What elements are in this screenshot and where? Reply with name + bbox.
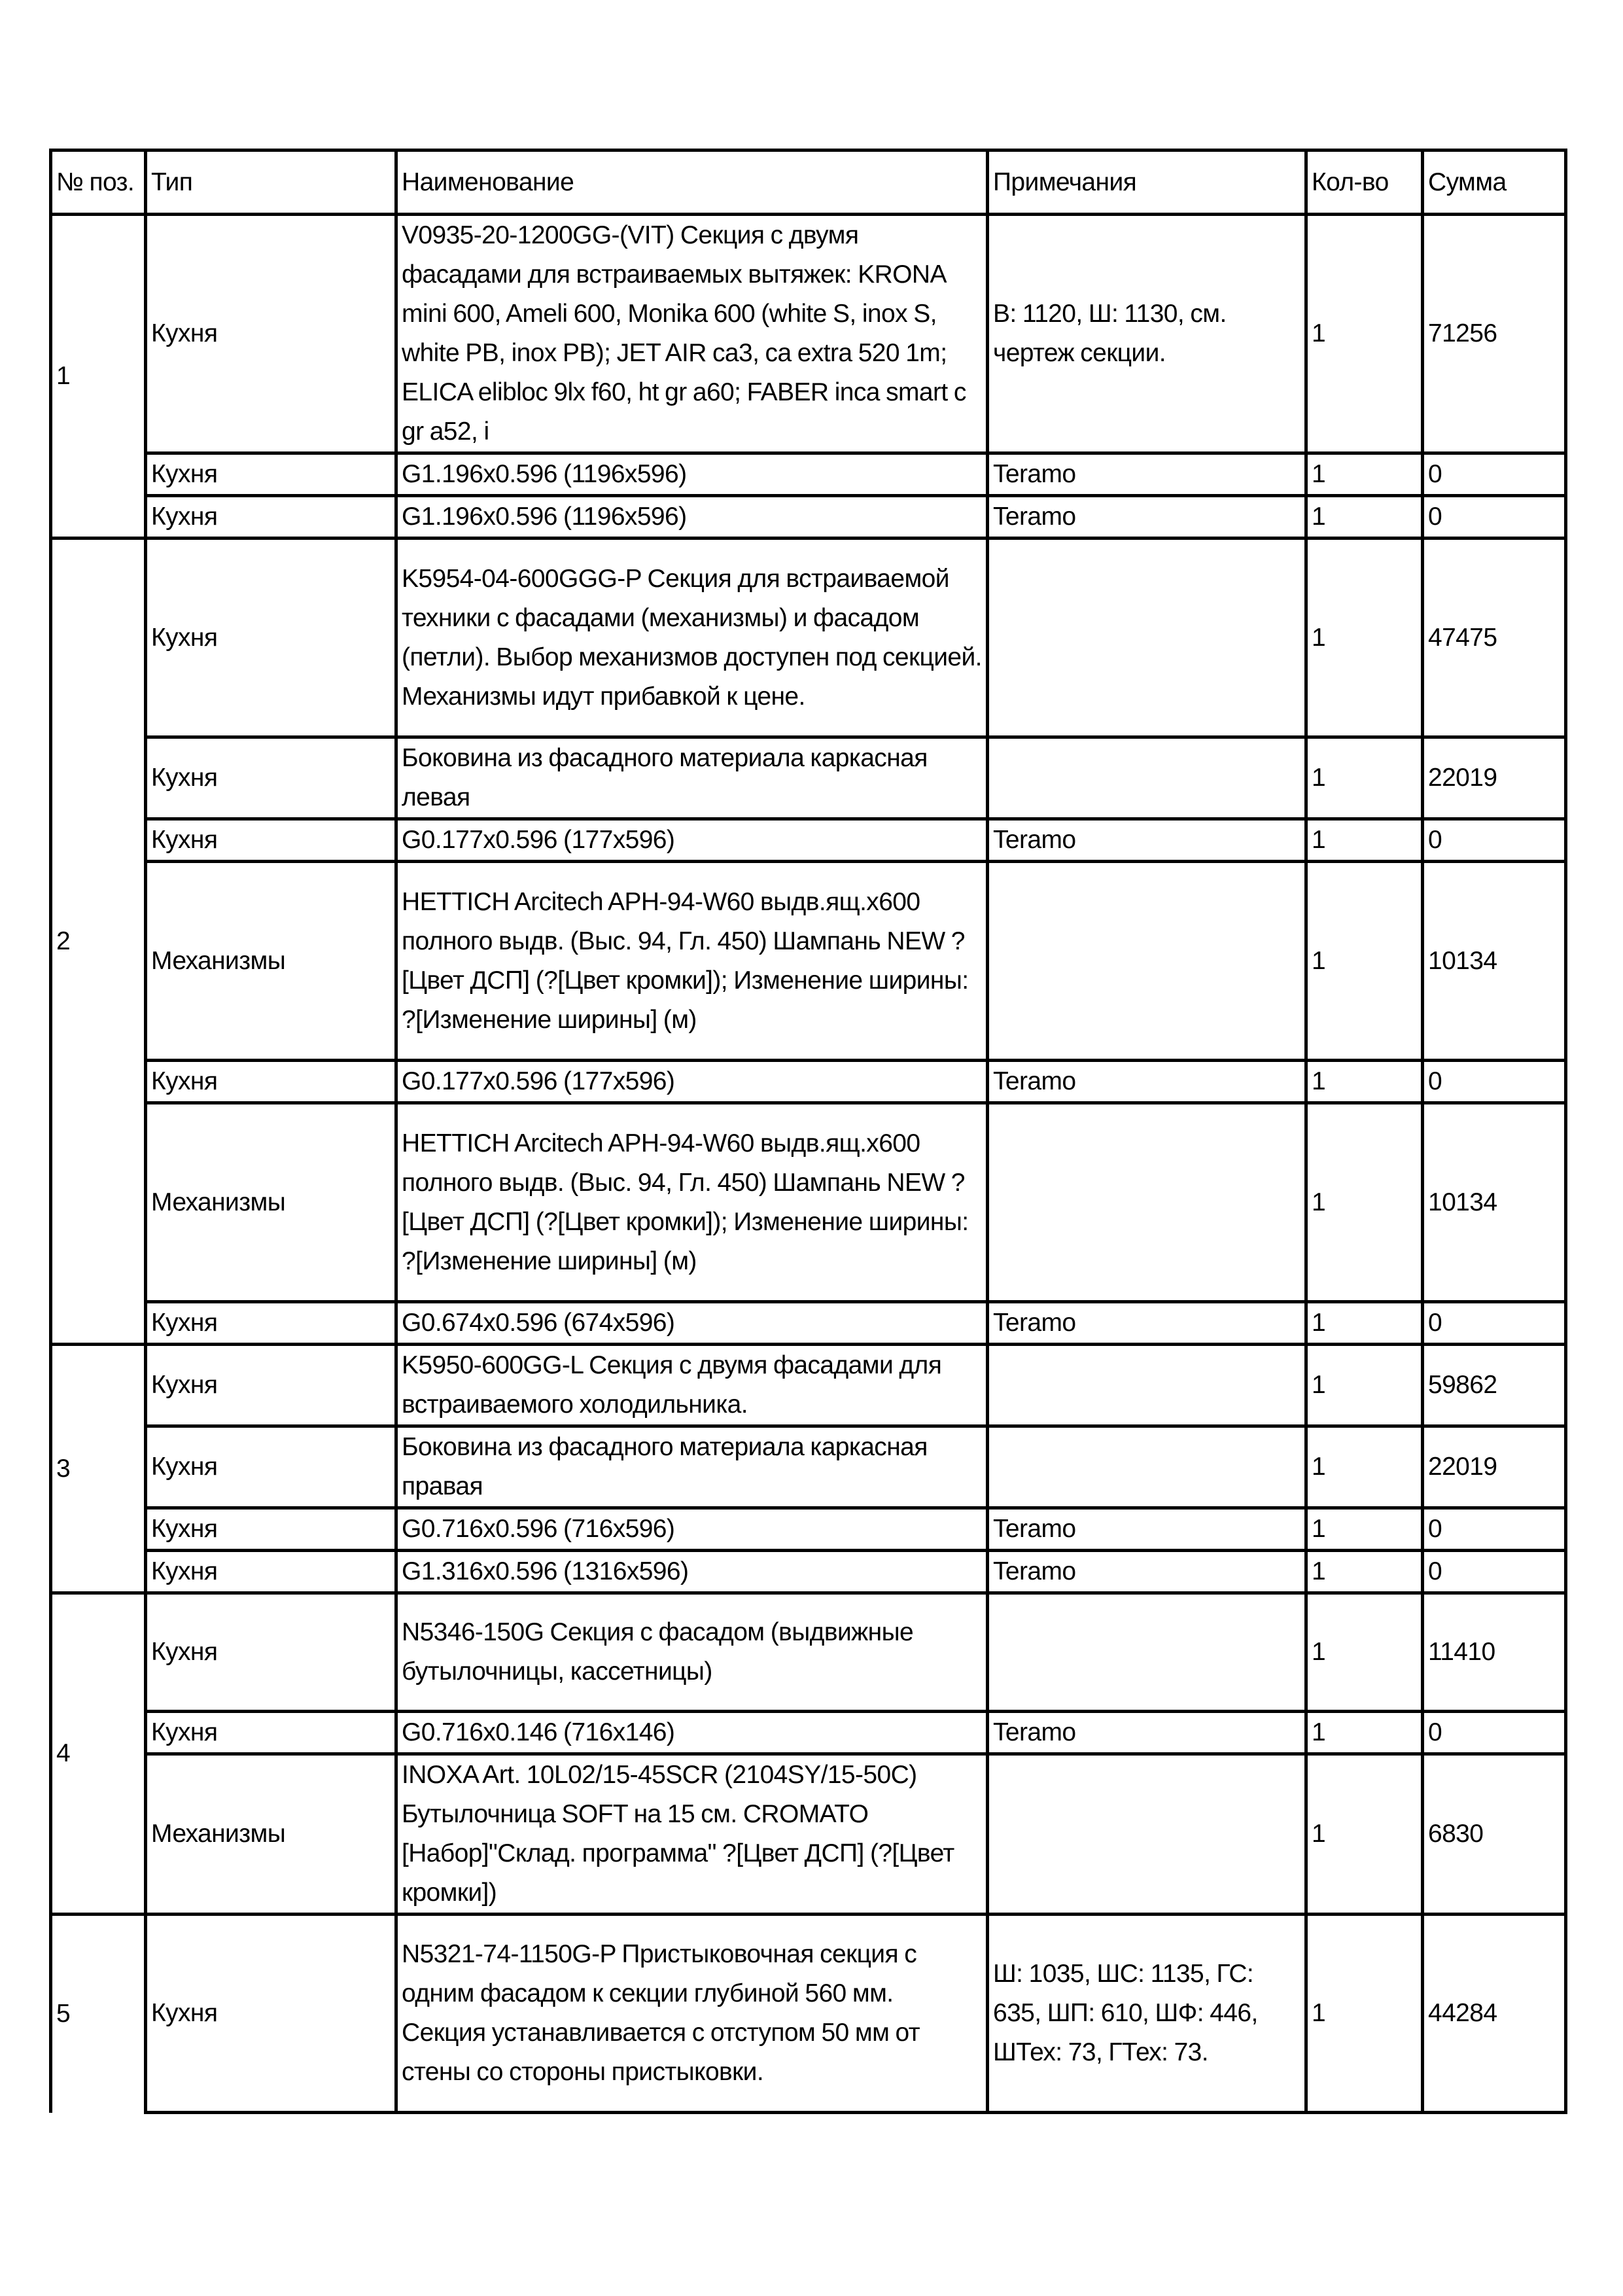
cell-sum: 11410 (1423, 1593, 1566, 1712)
cell-sum: 0 (1423, 1061, 1566, 1103)
cell-notes (988, 1593, 1306, 1712)
cell-qty: 1 (1306, 539, 1423, 737)
cell-sum: 10134 (1423, 862, 1566, 1061)
cell-type: Кухня (146, 737, 396, 819)
cell-type: Кухня (146, 215, 396, 453)
position-number: 3 (51, 1345, 146, 1593)
cell-qty: 1 (1306, 1915, 1423, 2113)
cell-sum: 22019 (1423, 737, 1566, 819)
table-row (51, 1345, 1566, 1426)
cell-type: Кухня (146, 1426, 396, 1508)
cell-qty: 1 (1306, 1593, 1423, 1712)
cell-name: G0.716x0.596 (716x596) (396, 1508, 988, 1551)
specification-table (49, 149, 1567, 2114)
cell-name: V0935-20-1200GG-(VIT) Секция с двумя фасадами для встраиваемых вытяжек: KRONA mini 600, Ameli 600, Monika 600 (white S, inox S, white PB, inox PB); JET AIR ca3, ca extra 520 1m; ELICA elibloc 9lx f60, ht gr a60; FABER inca smart c gr a52, i (396, 215, 988, 453)
cell-type: Кухня (146, 1061, 396, 1103)
cell-sum: 0 (1423, 453, 1566, 496)
cell-name: N5346-150G Секция с фасадом (выдвижные бутылочницы, кассетницы) (396, 1593, 988, 1712)
cell-type: Кухня (146, 1302, 396, 1345)
cell-sum: 47475 (1423, 539, 1566, 737)
cell-type: Кухня (146, 819, 396, 862)
table-row (51, 1061, 1566, 1103)
table-row (51, 862, 1566, 1061)
header-qty: Кол-во (1306, 150, 1423, 215)
cell-notes: Teramo (988, 1302, 1306, 1345)
cell-name: HETTICH Arcitech APH-94-W60 выдв.ящ.x600 полного выдв. (Выс. 94, Гл. 450) Шампань NEW ?[Цвет ДСП] (?[Цвет кромки]); Изменение ширины: ?[Изменение ширины] (м) (396, 862, 988, 1061)
table-row (51, 539, 1566, 737)
cell-name: Боковина из фасадного материала каркасная правая (396, 1426, 988, 1508)
cell-name: Боковина из фасадного материала каркасная левая (396, 737, 988, 819)
cell-notes: Ш: 1035, ШС: 1135, ГС: 635, ШП: 610, ШФ: 446, ШТех: 73, ГТех: 73. (988, 1915, 1306, 2113)
cell-sum: 0 (1423, 496, 1566, 539)
cell-sum: 71256 (1423, 215, 1566, 453)
cell-name: G0.674x0.596 (674x596) (396, 1302, 988, 1345)
cell-type: Кухня (146, 1712, 396, 1754)
cell-notes: Teramo (988, 1061, 1306, 1103)
cell-name: K5954-04-600GGG-P Секция для встраиваемой техники с фасадами (механизмы) и фасадом (петли). Выбор механизмов доступен под секцией. Механизмы идут прибавкой к цене. (396, 539, 988, 737)
cell-name: G0.177x0.596 (177x596) (396, 1061, 988, 1103)
cell-type: Механизмы (146, 862, 396, 1061)
cell-sum: 0 (1423, 1712, 1566, 1754)
cell-notes: Teramo (988, 819, 1306, 862)
table-row (51, 1426, 1566, 1508)
cell-notes: В: 1120, Ш: 1130, см. чертеж секции. (988, 215, 1306, 453)
cell-notes (988, 1103, 1306, 1302)
table-row (51, 1508, 1566, 1551)
table-row (51, 1754, 1566, 1915)
cell-notes: Teramo (988, 496, 1306, 539)
cell-notes (988, 1426, 1306, 1508)
cell-notes (988, 1345, 1306, 1426)
cell-type: Кухня (146, 1915, 396, 2113)
cell-name: G1.196x0.596 (1196x596) (396, 453, 988, 496)
header-sum: Сумма (1423, 150, 1566, 215)
cell-notes: Teramo (988, 1712, 1306, 1754)
cell-qty: 1 (1306, 1712, 1423, 1754)
cell-type: Кухня (146, 1508, 396, 1551)
cell-sum: 0 (1423, 1508, 1566, 1551)
table-row (51, 1302, 1566, 1345)
cell-qty: 1 (1306, 1061, 1423, 1103)
position-number: 5 (51, 1915, 146, 2113)
table-row (51, 1551, 1566, 1593)
header-notes: Примечания (988, 150, 1306, 215)
cell-qty: 1 (1306, 819, 1423, 862)
cell-sum: 6830 (1423, 1754, 1566, 1915)
cell-notes (988, 539, 1306, 737)
cell-qty: 1 (1306, 453, 1423, 496)
cell-name: INOXA Art. 10L02/15-45SCR (2104SY/15-50C) Бутылочница SOFT на 15 см. CROMATO [Набор]"Склад. программа" ?[Цвет ДСП] (?[Цвет кромки]) (396, 1754, 988, 1915)
table-row (51, 819, 1566, 862)
table-row (51, 1915, 1566, 2113)
cell-qty: 1 (1306, 496, 1423, 539)
cell-qty: 1 (1306, 1551, 1423, 1593)
cell-qty: 1 (1306, 1345, 1423, 1426)
cell-qty: 1 (1306, 1426, 1423, 1508)
position-number: 2 (51, 539, 146, 1345)
cell-sum: 10134 (1423, 1103, 1566, 1302)
cell-notes (988, 1754, 1306, 1915)
cell-name: G1.316x0.596 (1316x596) (396, 1551, 988, 1593)
table-row (51, 453, 1566, 496)
table-row (51, 1593, 1566, 1712)
cell-sum: 44284 (1423, 1915, 1566, 2113)
cell-name: G0.177x0.596 (177x596) (396, 819, 988, 862)
cell-qty: 1 (1306, 215, 1423, 453)
cell-sum: 0 (1423, 1551, 1566, 1593)
cell-name: G0.716x0.146 (716x146) (396, 1712, 988, 1754)
header-type: Тип (146, 150, 396, 215)
cell-notes (988, 737, 1306, 819)
header-pos: № поз. (51, 150, 146, 215)
cell-type: Механизмы (146, 1103, 396, 1302)
cell-qty: 1 (1306, 1103, 1423, 1302)
position-number: 1 (51, 215, 146, 539)
cell-qty: 1 (1306, 737, 1423, 819)
cell-sum: 0 (1423, 819, 1566, 862)
cell-type: Кухня (146, 1593, 396, 1712)
cell-qty: 1 (1306, 1508, 1423, 1551)
cell-notes: Teramo (988, 1508, 1306, 1551)
table-row (51, 496, 1566, 539)
cell-qty: 1 (1306, 1754, 1423, 1915)
table-header-row (51, 150, 1566, 215)
table-row (51, 215, 1566, 453)
cell-sum: 59862 (1423, 1345, 1566, 1426)
cell-qty: 1 (1306, 1302, 1423, 1345)
cell-notes: Teramo (988, 453, 1306, 496)
cell-name: N5321-74-1150G-P Пристыковочная секция с одним фасадом к секции глубиной 560 мм. Секция устанавливается с отступом 50 мм от стены со стороны пристыковки. (396, 1915, 988, 2113)
cell-name: K5950-600GG-L Секция с двумя фасадами для встраиваемого холодильника. (396, 1345, 988, 1426)
cell-name: HETTICH Arcitech APH-94-W60 выдв.ящ.x600 полного выдв. (Выс. 94, Гл. 450) Шампань NEW ?[Цвет ДСП] (?[Цвет кромки]); Изменение ширины: ?[Изменение ширины] (м) (396, 1103, 988, 1302)
table-row (51, 1103, 1566, 1302)
cell-type: Кухня (146, 453, 396, 496)
cell-sum: 22019 (1423, 1426, 1566, 1508)
header-name: Наименование (396, 150, 988, 215)
table-row (51, 1712, 1566, 1754)
cell-qty: 1 (1306, 862, 1423, 1061)
table-row (51, 737, 1566, 819)
position-number: 4 (51, 1593, 146, 1915)
cell-type: Кухня (146, 1551, 396, 1593)
cell-type: Кухня (146, 1345, 396, 1426)
cell-notes (988, 862, 1306, 1061)
cell-name: G1.196x0.596 (1196x596) (396, 496, 988, 539)
cell-notes: Teramo (988, 1551, 1306, 1593)
cell-sum: 0 (1423, 1302, 1566, 1345)
cell-type: Механизмы (146, 1754, 396, 1915)
cell-type: Кухня (146, 496, 396, 539)
cell-type: Кухня (146, 539, 396, 737)
